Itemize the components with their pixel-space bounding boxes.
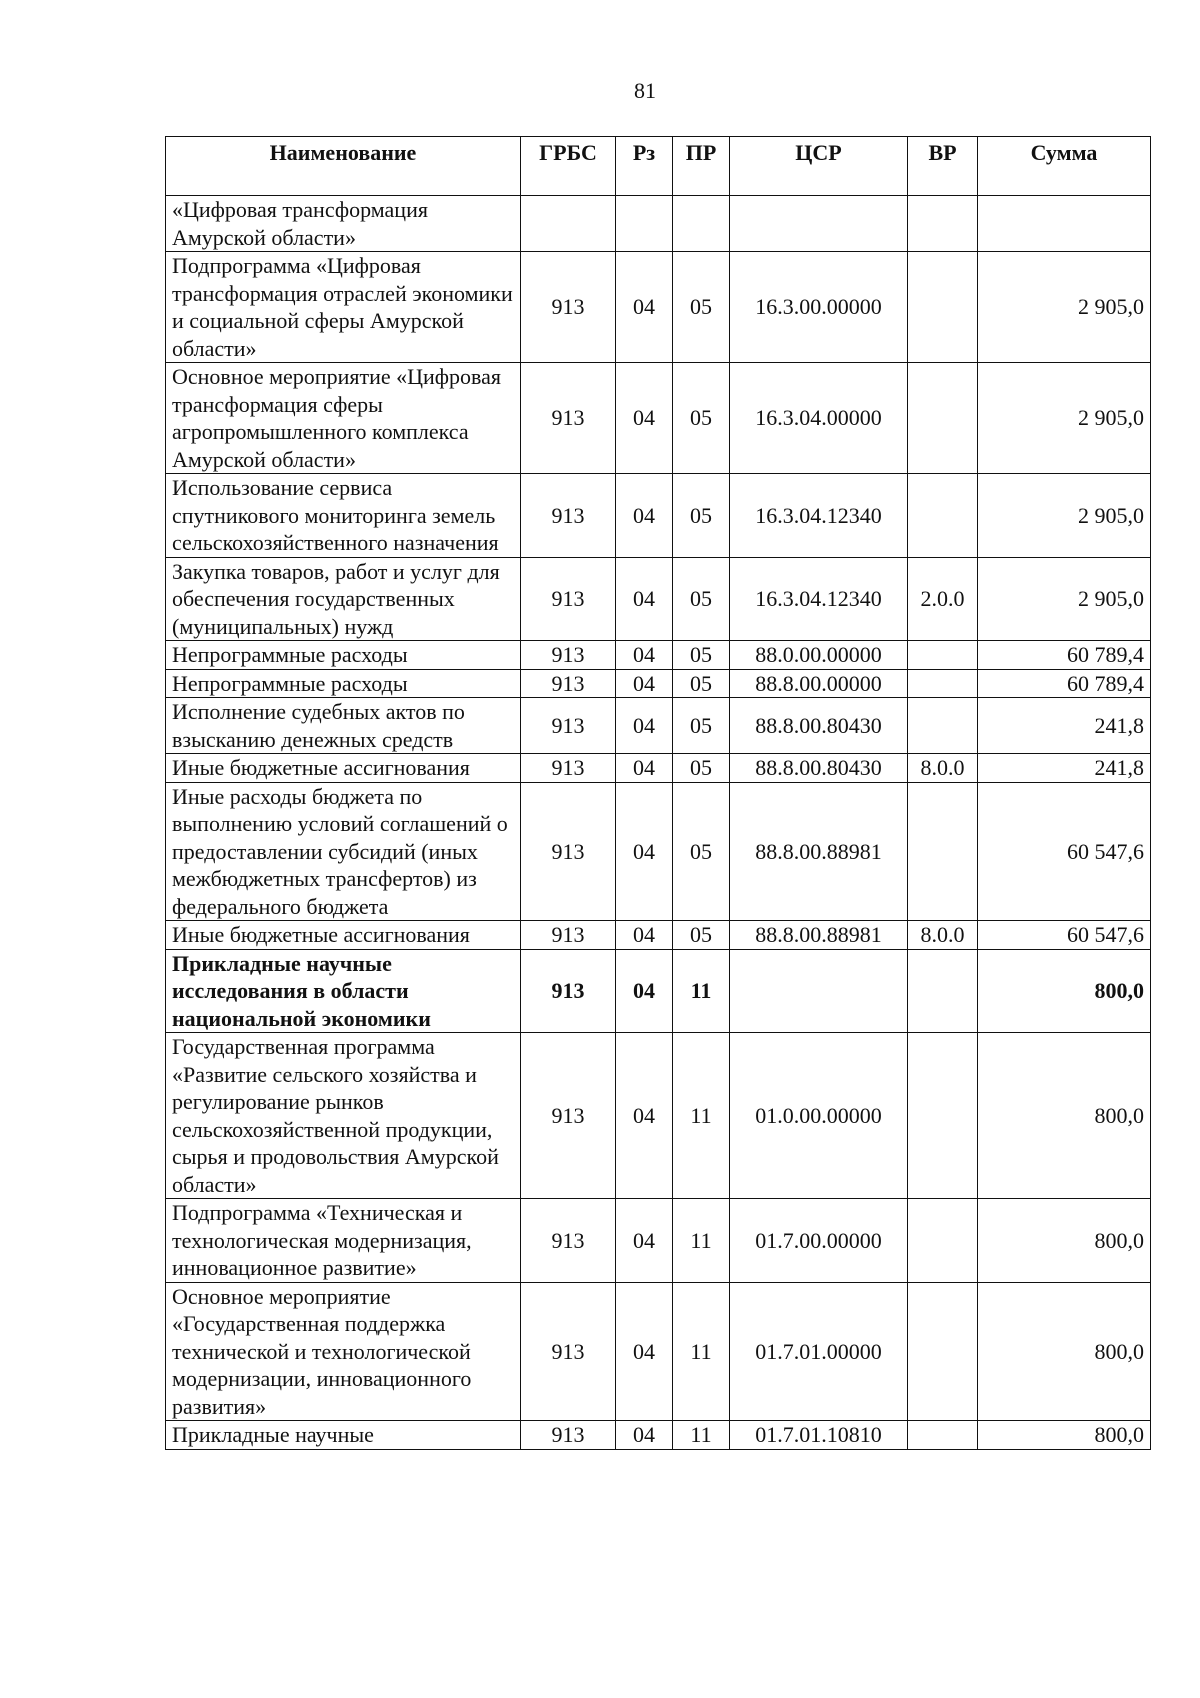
cell-vr: 8.0.0 [908,754,978,783]
cell-grbs: 913 [521,363,616,474]
cell-rz: 04 [616,252,673,363]
cell-rz: 04 [616,1199,673,1283]
cell-csr: 88.0.00.00000 [730,641,908,670]
cell-pr: 05 [673,474,730,558]
cell-grbs: 913 [521,252,616,363]
cell-csr: 16.3.04.12340 [730,474,908,558]
header-pr: ПР [673,137,730,196]
cell-grbs: 913 [521,949,616,1033]
cell-sum: 800,0 [978,949,1151,1033]
cell-csr [730,949,908,1033]
cell-pr: 11 [673,949,730,1033]
table-row [166,1199,1151,1283]
table-row [166,363,1151,474]
cell-rz: 04 [616,669,673,698]
cell-vr [908,196,978,252]
table-row [166,252,1151,363]
cell-pr: 05 [673,641,730,670]
cell-csr: 01.7.00.00000 [730,1199,908,1283]
cell-sum: 60 789,4 [978,641,1151,670]
cell-vr [908,363,978,474]
table-row [166,782,1151,921]
cell-vr: 8.0.0 [908,921,978,950]
cell-sum: 241,8 [978,754,1151,783]
cell-name: Прикладные научные [166,1421,521,1450]
cell-pr: 11 [673,1033,730,1199]
cell-rz: 04 [616,782,673,921]
cell-csr: 88.8.00.88981 [730,921,908,950]
cell-name: Подпрограмма «Цифровая трансформация отраслей экономики и социальной сферы Амурской области» [166,252,521,363]
cell-vr [908,474,978,558]
cell-pr: 05 [673,754,730,783]
table-row [166,196,1151,252]
table-row [166,698,1151,754]
cell-sum: 60 789,4 [978,669,1151,698]
cell-grbs: 913 [521,921,616,950]
cell-pr: 05 [673,252,730,363]
table-row [166,949,1151,1033]
cell-pr: 05 [673,698,730,754]
cell-csr: 01.0.00.00000 [730,1033,908,1199]
cell-grbs: 913 [521,557,616,641]
cell-rz: 04 [616,641,673,670]
cell-rz: 04 [616,921,673,950]
cell-csr: 01.7.01.00000 [730,1282,908,1421]
header-vr: ВР [908,137,978,196]
table-row [166,557,1151,641]
header-grbs: ГРБС [521,137,616,196]
cell-sum: 2 905,0 [978,557,1151,641]
cell-rz [616,196,673,252]
header-csr: ЦСР [730,137,908,196]
cell-grbs: 913 [521,669,616,698]
cell-vr [908,1199,978,1283]
cell-sum: 800,0 [978,1421,1151,1450]
cell-csr: 16.3.04.12340 [730,557,908,641]
cell-sum: 2 905,0 [978,252,1151,363]
cell-rz: 04 [616,1282,673,1421]
cell-name: Иные расходы бюджета по выполнению условий соглашений о предоставлении субсидий (иных межбюджетных трансфертов) из федерального бюджета [166,782,521,921]
cell-rz: 04 [616,557,673,641]
cell-grbs: 913 [521,474,616,558]
table-row [166,754,1151,783]
cell-name: Непрограммные расходы [166,669,521,698]
cell-csr [730,196,908,252]
cell-name: Основное мероприятие «Государственная поддержка технической и технологической модернизации, инновационного развития» [166,1282,521,1421]
cell-vr [908,641,978,670]
cell-grbs: 913 [521,698,616,754]
cell-pr: 11 [673,1282,730,1421]
cell-name: Непрограммные расходы [166,641,521,670]
cell-grbs [521,196,616,252]
cell-pr: 05 [673,669,730,698]
cell-name: Основное мероприятие «Цифровая трансформация сферы агропромышленного комплекса Амурской области» [166,363,521,474]
cell-pr: 11 [673,1421,730,1450]
cell-vr: 2.0.0 [908,557,978,641]
cell-name: Иные бюджетные ассигнования [166,754,521,783]
page-number: 81 [634,78,656,103]
cell-grbs: 913 [521,1033,616,1199]
cell-rz: 04 [616,363,673,474]
cell-name: Прикладные научные исследования в области национальной экономики [166,949,521,1033]
cell-grbs: 913 [521,1199,616,1283]
cell-vr [908,949,978,1033]
cell-pr: 05 [673,782,730,921]
cell-rz: 04 [616,698,673,754]
cell-sum: 2 905,0 [978,474,1151,558]
cell-csr: 88.8.00.88981 [730,782,908,921]
cell-pr [673,196,730,252]
cell-vr [908,1282,978,1421]
cell-vr [908,782,978,921]
table-row [166,474,1151,558]
cell-name: Государственная программа «Развитие сельского хозяйства и регулирование рынков сельскохозяйственной продукции, сырья и продовольствия Амурской области» [166,1033,521,1199]
cell-name: «Цифровая трансформация Амурской области» [166,196,521,252]
cell-sum: 60 547,6 [978,921,1151,950]
cell-rz: 04 [616,1421,673,1450]
table-row [166,641,1151,670]
table-body [166,196,1151,1450]
header-rz: Рз [616,137,673,196]
cell-csr: 88.8.00.00000 [730,669,908,698]
table-row [166,1282,1151,1421]
cell-name: Исполнение судебных актов по взысканию денежных средств [166,698,521,754]
cell-grbs: 913 [521,1421,616,1450]
cell-csr: 88.8.00.80430 [730,754,908,783]
cell-rz: 04 [616,1033,673,1199]
cell-sum: 800,0 [978,1033,1151,1199]
table-row [166,1033,1151,1199]
cell-name: Закупка товаров, работ и услуг для обеспечения государственных (муниципальных) нужд [166,557,521,641]
cell-sum [978,196,1151,252]
cell-csr: 01.7.01.10810 [730,1421,908,1450]
cell-sum: 60 547,6 [978,782,1151,921]
cell-vr [908,669,978,698]
header-sum: Сумма [978,137,1151,196]
cell-grbs: 913 [521,641,616,670]
cell-pr: 05 [673,921,730,950]
table-row [166,1421,1151,1450]
cell-rz: 04 [616,754,673,783]
cell-pr: 05 [673,363,730,474]
cell-sum: 241,8 [978,698,1151,754]
header-row [166,137,1151,196]
cell-csr: 16.3.04.00000 [730,363,908,474]
cell-name: Подпрограмма «Техническая и технологическая модернизация, инновационное развитие» [166,1199,521,1283]
cell-vr [908,252,978,363]
cell-sum: 800,0 [978,1199,1151,1283]
budget-table [165,136,1151,1450]
cell-grbs: 913 [521,1282,616,1421]
cell-name: Иные бюджетные ассигнования [166,921,521,950]
cell-grbs: 913 [521,754,616,783]
cell-pr: 05 [673,557,730,641]
cell-grbs: 913 [521,782,616,921]
cell-vr [908,1421,978,1450]
cell-csr: 16.3.00.00000 [730,252,908,363]
cell-rz: 04 [616,474,673,558]
table-row [166,921,1151,950]
cell-rz: 04 [616,949,673,1033]
cell-vr [908,698,978,754]
cell-vr [908,1033,978,1199]
cell-name: Использование сервиса спутникового мониторинга земель сельскохозяйственного назначения [166,474,521,558]
cell-csr: 88.8.00.80430 [730,698,908,754]
header-name: Наименование [166,137,521,196]
cell-sum: 800,0 [978,1282,1151,1421]
table-row [166,669,1151,698]
cell-sum: 2 905,0 [978,363,1151,474]
cell-pr: 11 [673,1199,730,1283]
